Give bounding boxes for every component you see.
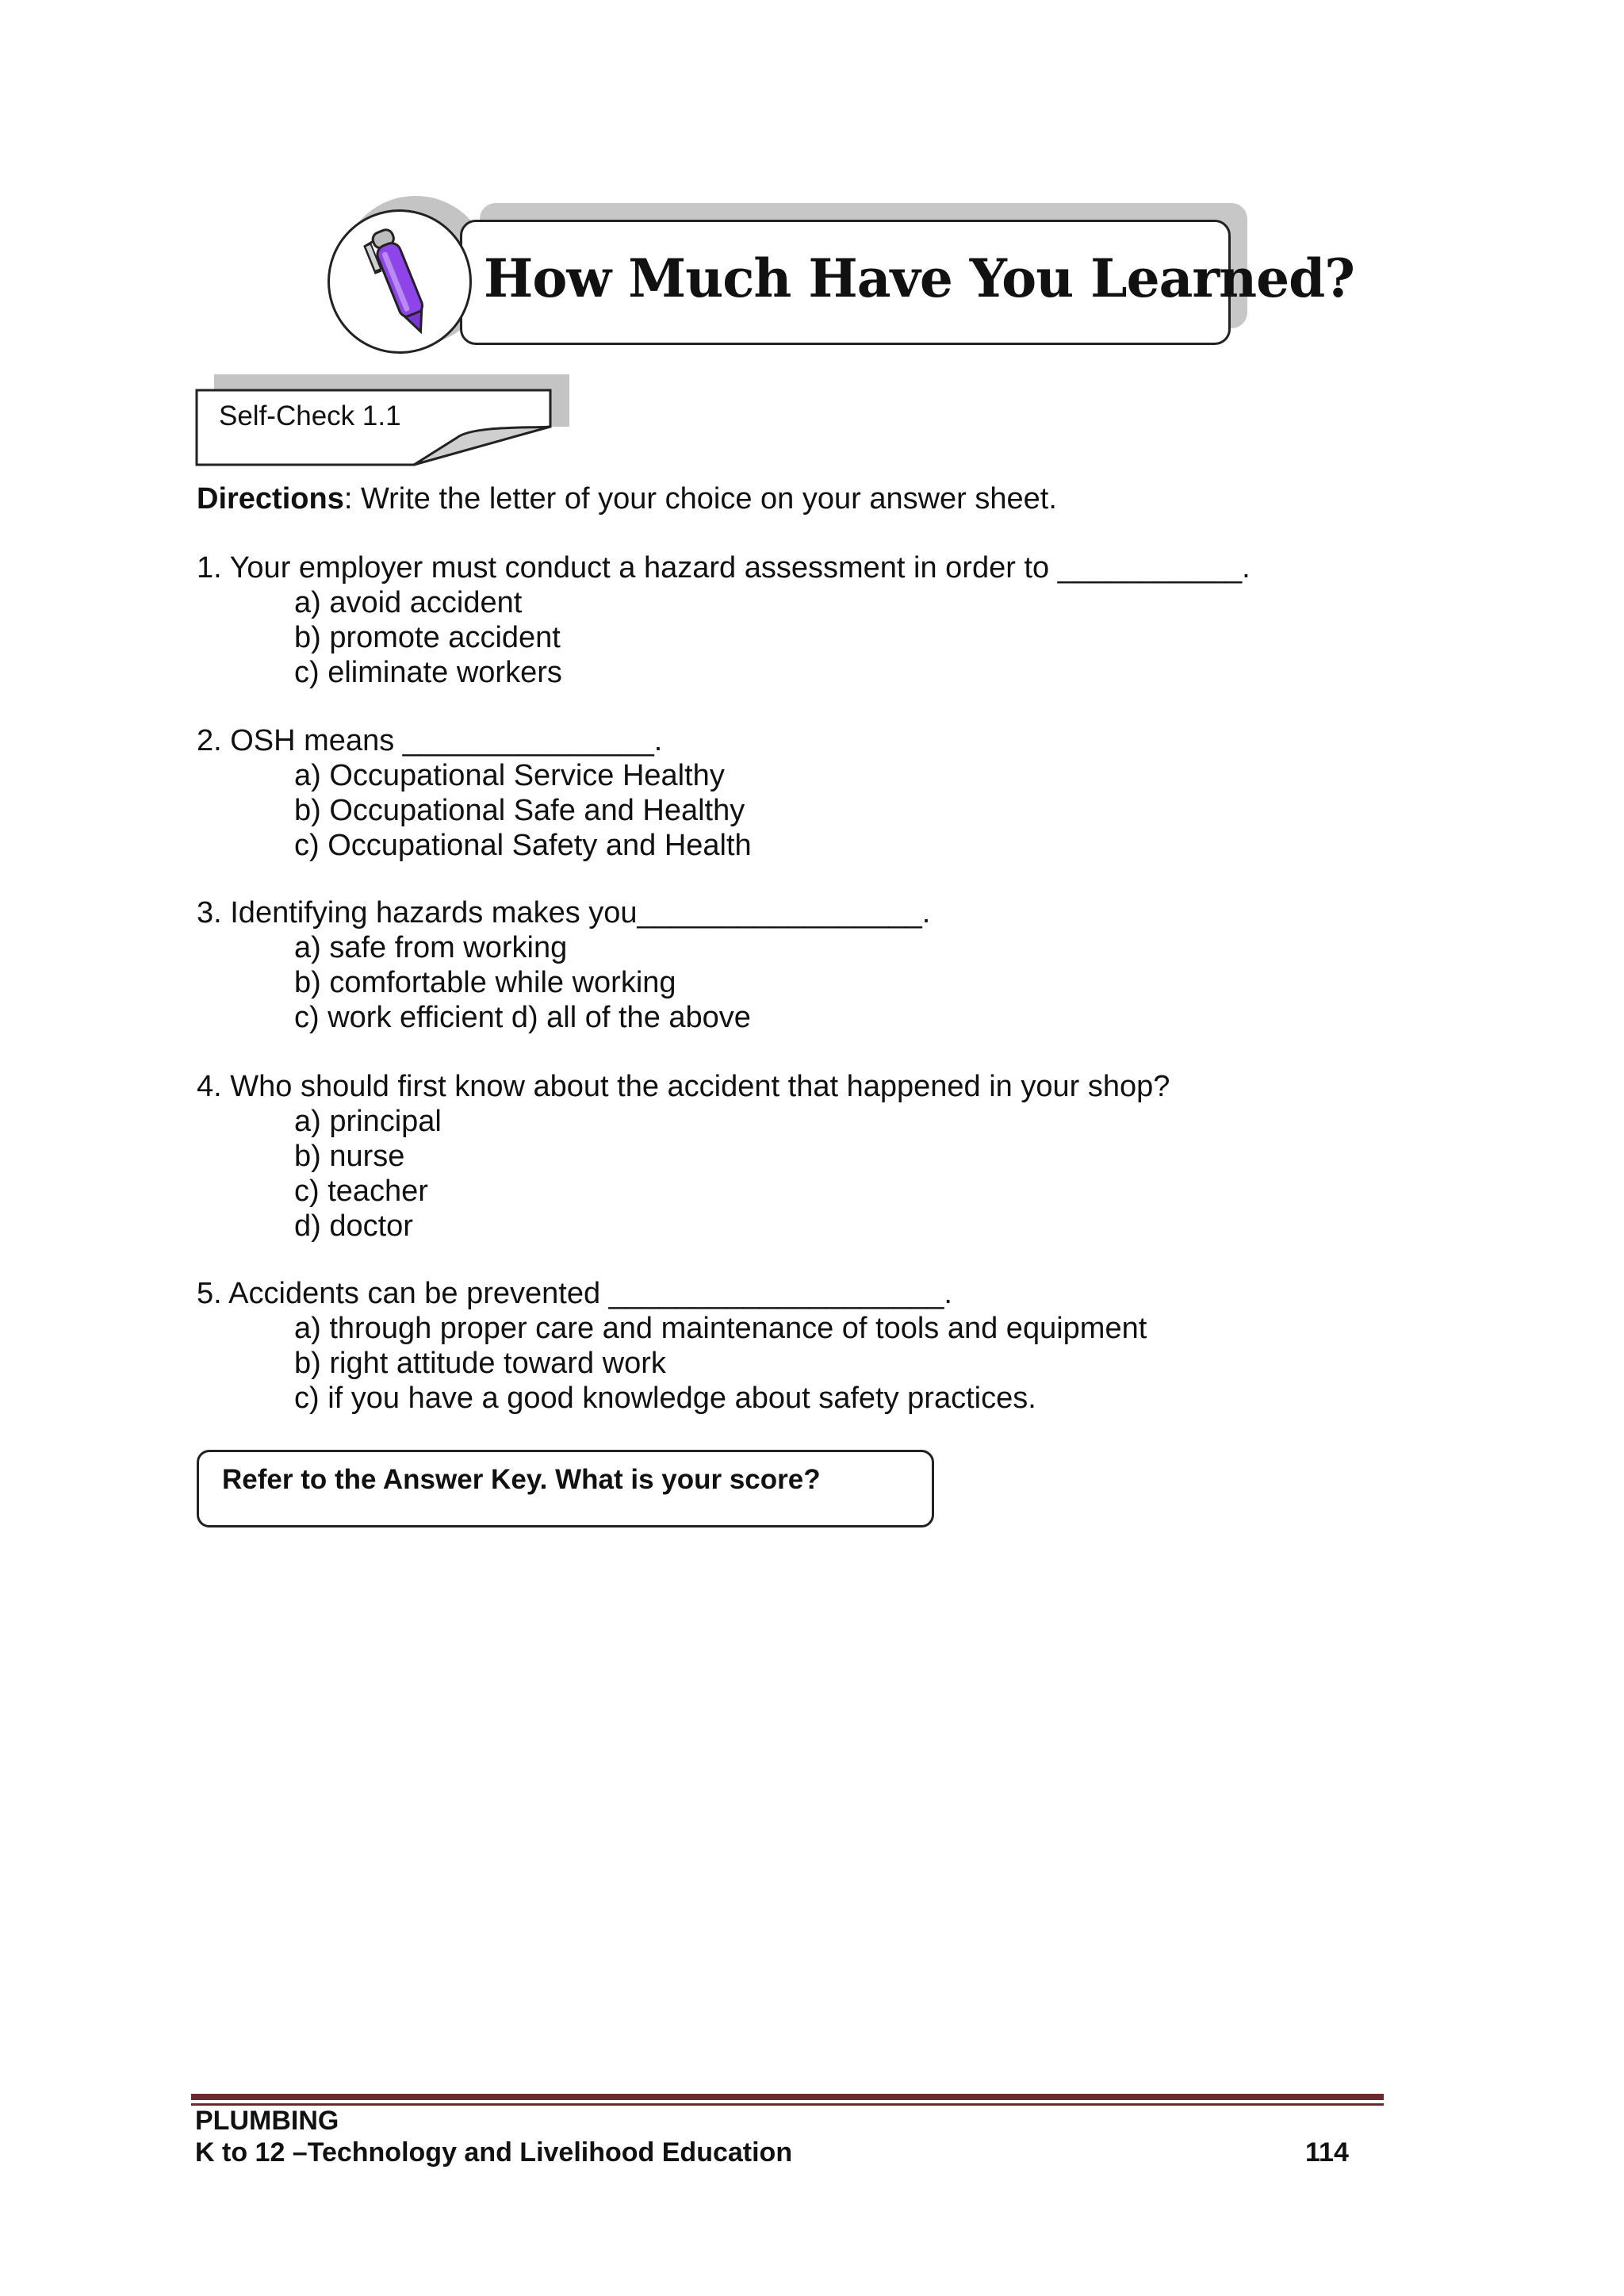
pen-icon	[349, 218, 452, 345]
page-number: 114	[1305, 2137, 1349, 2168]
page-title: How Much Have You Learned?	[484, 247, 1354, 309]
answer-option: c) teacher	[294, 1175, 428, 1208]
question-stem: 2. OSH means _______________.	[197, 724, 663, 757]
answer-option: a) Occupational Service Healthy	[294, 759, 725, 792]
answer-option: d) doctor	[294, 1209, 413, 1243]
directions-label: Directions	[197, 482, 344, 516]
answer-option: c) eliminate workers	[294, 656, 562, 689]
directions	[197, 481, 1057, 516]
question-3	[197, 895, 930, 1035]
footer-course: K to 12 –Technology and Livelihood Education	[195, 2137, 793, 2168]
footer-rule-thin	[191, 2103, 1384, 2106]
answer-option: c) if you have a good knowledge about safety practices.	[294, 1382, 1036, 1415]
score-prompt: Refer to the Answer Key. What is your score?	[222, 1464, 821, 1495]
footer-subject: PLUMBING	[195, 2106, 339, 2136]
answer-option: b) nurse	[294, 1140, 405, 1173]
answer-option: c) work efficient d) all of the above	[294, 1001, 751, 1034]
question-stem: 1. Your employer must conduct a hazard assessment in order to ___________.	[197, 551, 1251, 585]
question-1	[197, 550, 1251, 690]
directions-text: : Write the letter of your choice on your answer sheet.	[343, 482, 1057, 516]
answer-option: a) through proper care and maintenance of tools and equipment	[294, 1312, 1147, 1345]
footer-rule	[191, 2094, 1384, 2100]
answer-option: a) avoid accident	[294, 586, 523, 619]
answer-option: c) Occupational Safety and Health	[294, 829, 752, 862]
answer-option: b) right attitude toward work	[294, 1347, 666, 1380]
question-4	[197, 1069, 1170, 1244]
answer-option: a) safe from working	[294, 931, 568, 964]
question-5	[197, 1276, 1147, 1416]
answer-option: b) Occupational Safe and Healthy	[294, 794, 745, 827]
question-stem: 4. Who should first know about the accident that happened in your shop?	[197, 1070, 1170, 1103]
answer-option: a) principal	[294, 1105, 442, 1138]
answer-option: b) promote accident	[294, 621, 561, 654]
question-stem: 5. Accidents can be prevented ____________________.	[197, 1277, 952, 1310]
question-2	[197, 723, 752, 863]
question-stem: 3. Identifying hazards makes you_________________.	[197, 896, 931, 930]
self-check-label: Self-Check 1.1	[219, 401, 401, 431]
answer-option: b) comfortable while working	[294, 966, 676, 999]
